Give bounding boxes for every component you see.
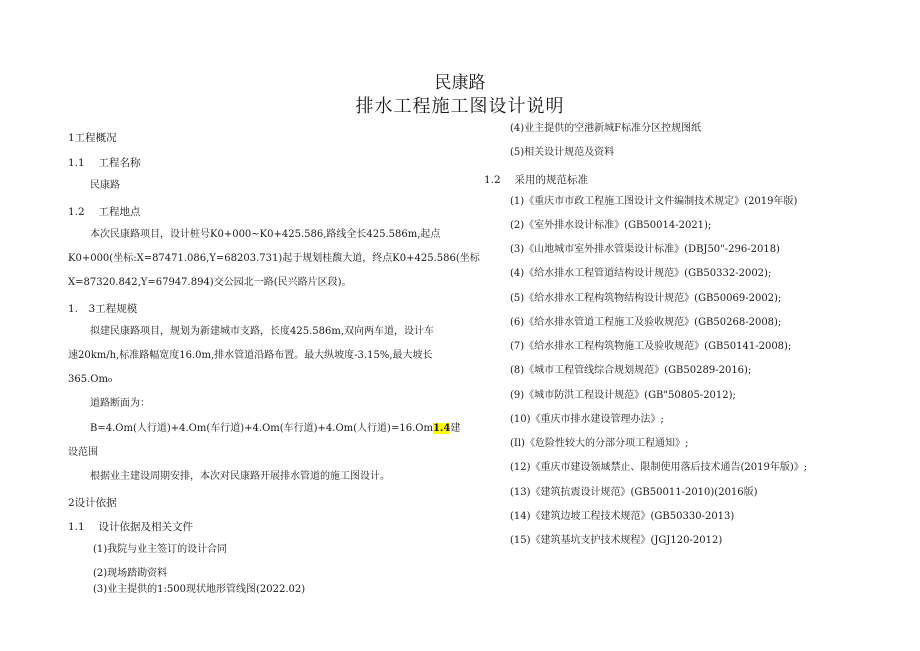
section-1-4-heading: 设范围 <box>68 447 98 458</box>
road-section-formula <box>90 423 460 435</box>
standard-item: (8)《城市工程管线综合规划规范》(GB50289-2016); <box>510 365 752 376</box>
section-1-4-number: 1.4 <box>432 423 451 434</box>
standard-item: (7)《给水排水工程构筑物施工及验收规范》(GB50141-2008); <box>510 341 792 352</box>
location-line-2: K0+000(坐标:X=87471.086,Y=68203.731)起于规划桂馥大道，终点K0+425.586(坐标 <box>68 253 480 264</box>
scale-line-1: 拟建民康路项目，规划为新建城市支路，长度425.586m,双向两车道，设计车 <box>90 326 435 337</box>
document-subtitle: 排水工程施工图设计说明 <box>355 96 565 117</box>
doc-item-4: (4)业主提供的空港新城F标准分区控规图纸 <box>510 123 702 134</box>
location-line-1: 本次民康路项目，设计桩号K0+000~K0+425.586,路线全长425.586m,起点 <box>90 229 441 240</box>
scale-line-3: 365.Om₀ <box>68 374 112 385</box>
location-line-3: X=87320.842,Y=67947.894)交公园北一路(民兴路片区段)。 <box>68 277 352 288</box>
standard-item: (Il)《危险性较大的分部分项工程通知》; <box>510 438 689 449</box>
doc-item-2: (2)现场踏勘资料 <box>93 568 168 579</box>
standard-item: (14)《建筑边坡工程技术规范》(GB50330-2013) <box>510 511 735 522</box>
standards-heading: 1.2 采用的规范标准 <box>484 174 589 186</box>
standard-item: (3)《山地城市室外排水管渠设计标准》(DBJ50"-296-2018) <box>510 244 780 255</box>
standard-item: (1)《重庆市市政工程施工图设计文件编制技术规定》(2019年版) <box>510 196 798 207</box>
doc-item-3: (3)业主提供的1:500现状地形管线图(2022.02) <box>93 584 306 595</box>
section-2-heading: 2设计依据 <box>68 497 117 509</box>
section-2-1-heading: 1.1 设计依据及相关文件 <box>68 521 194 533</box>
standard-item: (6)《给水排水管道工程施工及验收规范》(GB50268-2008); <box>510 317 782 328</box>
project-name: 民康路 <box>90 180 120 191</box>
standard-item: (5)《给水排水工程构筑物结构设计规范》(GB50069-2002); <box>510 293 782 304</box>
section-1-3-heading: 1. 3工程规模 <box>68 303 138 315</box>
doc-item-5: (5)相关设计规范及资料 <box>510 147 615 158</box>
standard-item: (13)《建筑抗震设计规范》(GB50011-2010)(2016版) <box>510 487 758 498</box>
road-section-label: 道路断面为： <box>90 398 150 409</box>
standard-item: (15)《建筑基坑支护技术规程》(JGJ120-2012) <box>510 535 723 546</box>
standard-item: (4)《给水排水工程管道结构设计规范》(GB50332-2002); <box>510 268 772 279</box>
standard-item: (9)《城市防洪工程设计规范》(GB"50805-2012); <box>510 390 736 401</box>
road-section-formula-tail: 建 <box>450 423 461 434</box>
doc-item-1: (1)我院与业主签订的设计合同 <box>93 544 228 555</box>
section-1-2-heading: 1.2 工程地点 <box>68 206 141 218</box>
scale-line-2: 速20km/h,标准路幅宽度16.0m,排水管道沿路布置。最大纵坡度-3.15%,最大坡长 <box>68 350 433 361</box>
standard-item: (2)《室外排水设计标准》(GB50014-2021); <box>510 220 712 231</box>
standard-item: (10)《重庆市排水建设管理办法》; <box>510 414 664 425</box>
section-1-heading: 1工程概况 <box>68 132 117 144</box>
road-section-formula-text: B=4.Om(人行道)+4.Om(车行道)+4.Om(车行道)+4.Om(人行道)=16.Om <box>90 423 433 434</box>
section-1-1-heading: 1.1 工程名称 <box>68 157 141 169</box>
standard-item: (12)《重庆市建设领域禁止、限制使用落后技术通告(2019年版)》; <box>510 462 808 473</box>
document-title: 民康路 <box>434 73 486 93</box>
scope-text: 根据业主建设周期安排，本次对民康路开展排水管道的施工图设计。 <box>90 471 390 482</box>
